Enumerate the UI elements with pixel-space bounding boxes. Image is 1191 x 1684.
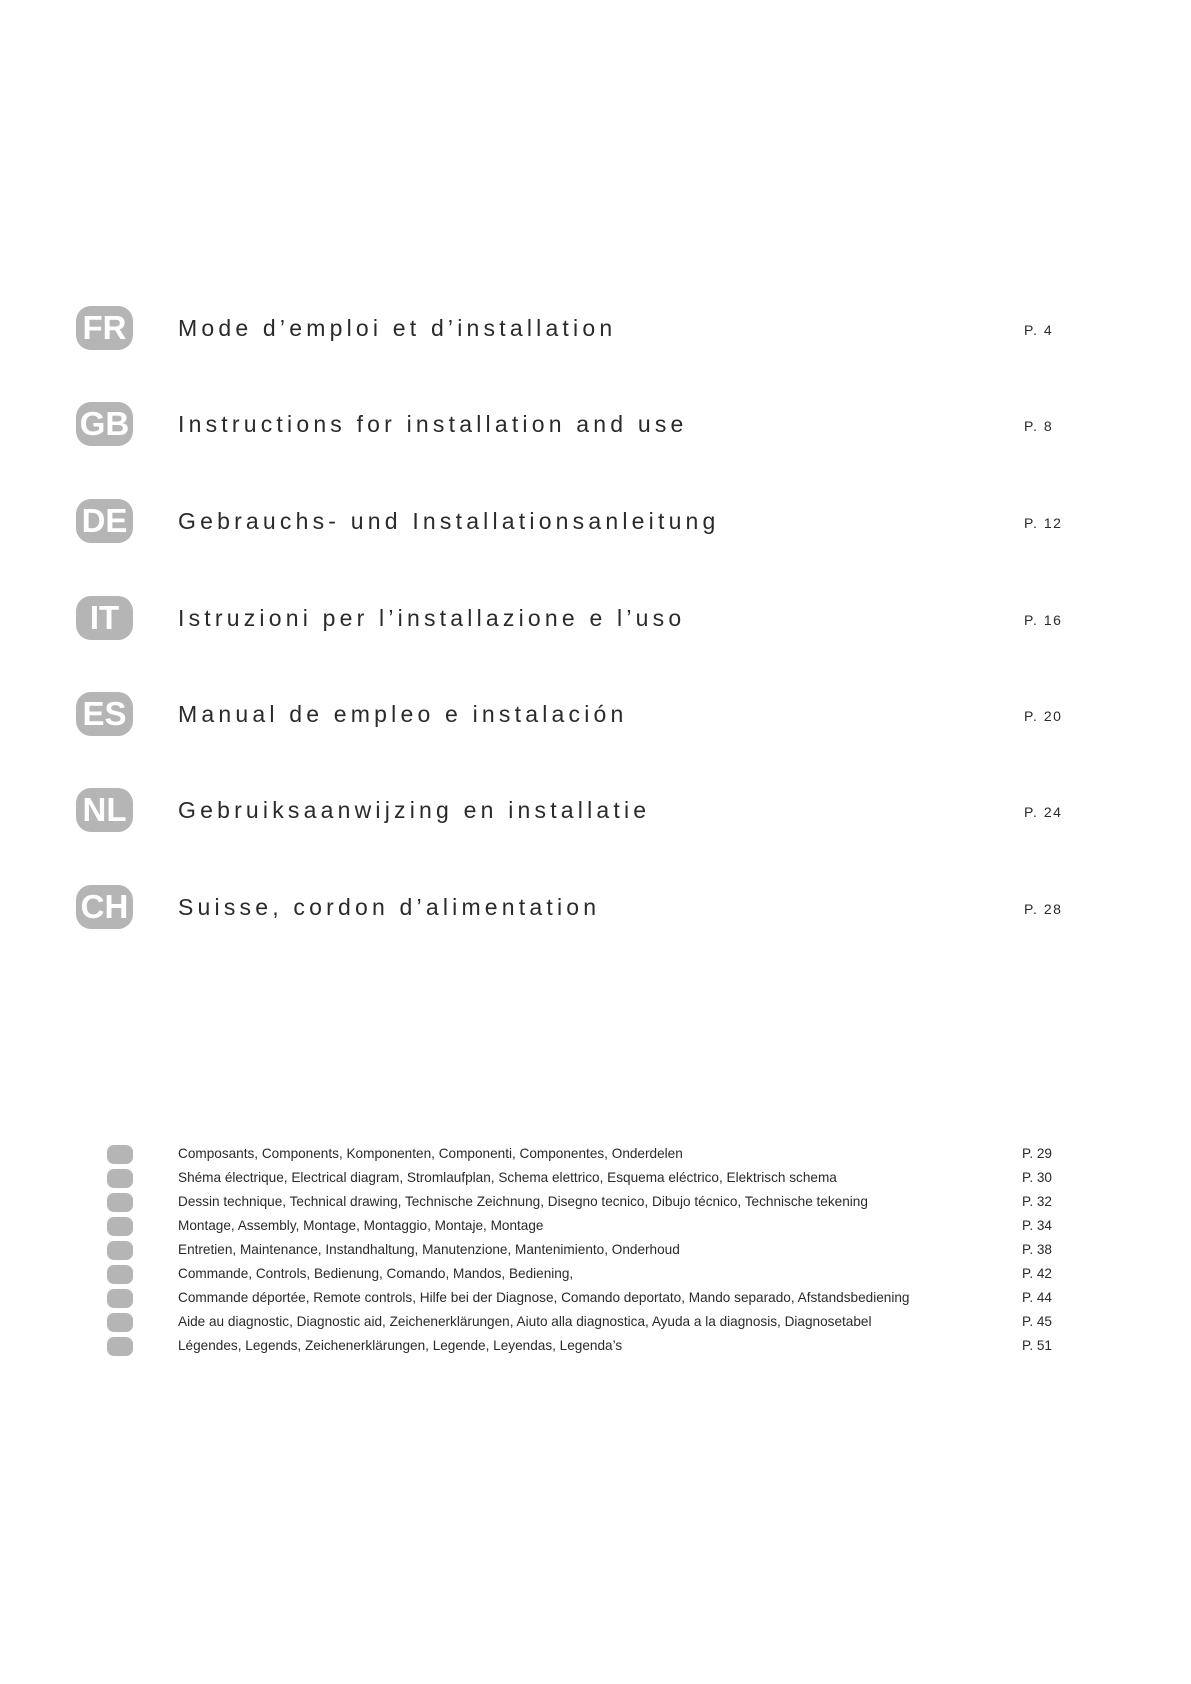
language-page-es: P. 20 — [1024, 708, 1063, 724]
annex-row[interactable] — [0, 1214, 1191, 1238]
annex-bullet — [107, 1217, 133, 1236]
language-page-ch: P. 28 — [1024, 901, 1063, 917]
language-badge-de: DE — [76, 499, 133, 543]
annex-bullet — [107, 1169, 133, 1188]
language-page-fr: P. 4 — [1024, 322, 1054, 338]
language-badge-fr: FR — [76, 306, 133, 350]
annex-page: P. 29 — [1022, 1146, 1052, 1161]
annex-page: P. 44 — [1022, 1290, 1052, 1305]
language-title-gb: Instructions for installation and use — [178, 411, 688, 437]
annex-page: P. 45 — [1022, 1314, 1052, 1329]
language-badge-it: IT — [76, 596, 133, 640]
language-badge-es: ES — [76, 692, 133, 736]
annex-title: Commande déportée, Remote controls, Hilfe bei der Diagnose, Comando deportato, Mando separado, Afstandsbediening — [178, 1290, 910, 1305]
annex-title: Composants, Components, Komponenten, Componenti, Componentes, Onderdelen — [178, 1146, 683, 1161]
annex-page: P. 32 — [1022, 1194, 1052, 1209]
annex-bullet — [107, 1313, 133, 1332]
annex-bullet — [107, 1289, 133, 1308]
annex-title: Légendes, Legends, Zeichenerklärungen, Legende, Leyendas, Legenda’s — [178, 1338, 623, 1353]
language-page-nl: P. 24 — [1024, 804, 1063, 820]
annex-title: Entretien, Maintenance, Instandhaltung, Manutenzione, Mantenimiento, Onderhoud — [178, 1242, 680, 1257]
language-badge-ch: CH — [76, 885, 133, 929]
annex-row[interactable] — [0, 1334, 1191, 1358]
annex-row[interactable] — [0, 1142, 1191, 1166]
language-page-it: P. 16 — [1024, 612, 1063, 628]
annex-page: P. 30 — [1022, 1170, 1052, 1185]
language-title-nl: Gebruiksaanwijzing en installatie — [178, 797, 651, 823]
language-row-it[interactable] — [0, 596, 1191, 640]
language-page-de: P. 12 — [1024, 515, 1063, 531]
annex-page: P. 42 — [1022, 1266, 1052, 1281]
language-title-fr: Mode d’emploi et d’installation — [178, 315, 617, 341]
language-title-de: Gebrauchs- und Installationsanleitung — [178, 508, 720, 534]
annex-bullet — [107, 1265, 133, 1284]
language-row-gb[interactable] — [0, 402, 1191, 446]
language-page-gb: P. 8 — [1024, 418, 1054, 434]
language-badge-nl: NL — [76, 788, 133, 832]
language-row-de[interactable] — [0, 499, 1191, 543]
annex-row[interactable] — [0, 1190, 1191, 1214]
annex-row[interactable] — [0, 1262, 1191, 1286]
annex-bullet — [107, 1145, 133, 1164]
language-row-nl[interactable] — [0, 788, 1191, 832]
language-title-it: Istruzioni per l’installazione e l’uso — [178, 605, 686, 631]
annex-title: Montage, Assembly, Montage, Montaggio, Montaje, Montage — [178, 1218, 544, 1233]
annex-row[interactable] — [0, 1286, 1191, 1310]
language-row-es[interactable] — [0, 692, 1191, 736]
annex-page: P. 51 — [1022, 1338, 1052, 1353]
annex-title: Commande, Controls, Bedienung, Comando, Mandos, Bediening, — [178, 1266, 574, 1281]
annex-bullet — [107, 1241, 133, 1260]
annex-page: P. 34 — [1022, 1218, 1052, 1233]
annex-title: Aide au diagnostic, Diagnostic aid, Zeichenerklärungen, Aiuto alla diagnostica, Ayuda a la diagnosis, Diagnosetabel — [178, 1314, 872, 1329]
annex-title: Dessin technique, Technical drawing, Technische Zeichnung, Disegno tecnico, Dibujo técnico, Technische tekening — [178, 1194, 868, 1209]
annex-title: Shéma électrique, Electrical diagram, Stromlaufplan, Schema elettrico, Esquema eléctrico, Elektrisch schema — [178, 1170, 837, 1185]
annex-row[interactable] — [0, 1238, 1191, 1262]
annex-bullet — [107, 1193, 133, 1212]
language-title-es: Manual de empleo e instalación — [178, 701, 628, 727]
language-row-fr[interactable] — [0, 306, 1191, 350]
annex-row[interactable] — [0, 1166, 1191, 1190]
annex-row[interactable] — [0, 1310, 1191, 1334]
language-badge-gb: GB — [76, 402, 133, 446]
annex-bullet — [107, 1337, 133, 1356]
language-title-ch: Suisse, cordon d’alimentation — [178, 894, 601, 920]
annex-page: P. 38 — [1022, 1242, 1052, 1257]
language-row-ch[interactable] — [0, 885, 1191, 929]
